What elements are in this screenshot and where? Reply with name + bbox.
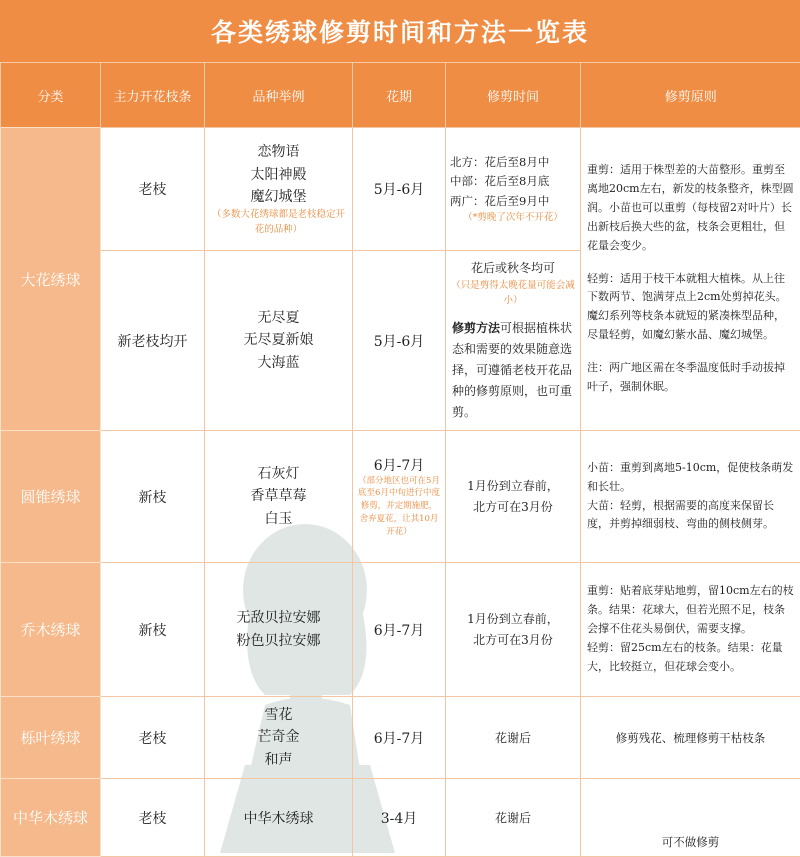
prune-time-line: 北方可在3月份 [450, 630, 576, 650]
bloom-cell: 6月-7月 [353, 697, 446, 779]
varieties-cell [205, 251, 353, 431]
prune-time-line: 花后或秋冬均可 [450, 258, 576, 279]
prune-time-note: （只是剪得太晚花量可能会减小） [450, 279, 576, 308]
bloom-note: （部分地区也可在5月底至6月中旬进行中度修剪，并定期施肥，舍弃夏花，让其10月开花） [357, 475, 441, 539]
prune-rule-cell [581, 128, 800, 431]
category-cell: 中华木绣球 [1, 779, 101, 857]
variety-name: 太阳神殿 [209, 164, 348, 186]
table-row [1, 779, 800, 857]
bloom-cell: 3-4月 [353, 779, 446, 857]
table-header-row [1, 63, 800, 128]
prune-time-cell: 花谢后 [446, 697, 581, 779]
table-row [1, 697, 800, 779]
prune-time-note: （*剪晚了次年不开花） [450, 211, 576, 225]
varieties-note: （多数大花绣球都是老枝稳定开花的品种） [209, 208, 348, 237]
category-cell: 乔木绣球 [1, 563, 101, 697]
variety-name: 雪花 [209, 704, 348, 726]
prune-time-line: 1月份到立春前， [450, 609, 576, 629]
rule-paragraph: 注：两广地区需在冬季温度低时手动拔掉叶子，强制休眠。 [587, 359, 794, 397]
branch-cell: 老枝 [101, 779, 205, 857]
header-branch: 主力开花枝条 [101, 63, 205, 128]
prune-time-line: 北方可在3月份 [450, 497, 576, 517]
rule-paragraph: 小苗：重剪到离地5-10cm，促使枝条萌发和长壮。 [587, 459, 794, 497]
prune-time-cell [446, 431, 581, 563]
branch-cell: 老枝 [101, 128, 205, 251]
branch-cell: 新枝 [101, 563, 205, 697]
method-text: 可根据植株状态和需要的效果随意选择，可遵循老枝开花品种的修剪原则，也可重剪。 [452, 321, 572, 419]
bloom-value: 6月-7月 [357, 455, 441, 475]
variety-name: 芒奇金 [209, 726, 348, 748]
header-prune-time: 修剪时间 [446, 63, 581, 128]
prune-time-line: 北方：花后至8月中 [450, 153, 576, 173]
rule-paragraph: 重剪：适用于株型差的大苗整形。重剪至离地20cm左右，新发的枝条整齐，株型圆润。小苗也可以重剪（每枝留2对叶片）长出新枝后换大些的盆，枝条会更粗壮，但花量会变少。 [587, 161, 794, 256]
variety-name: 无敌贝拉安娜 [209, 607, 348, 629]
varieties-cell [205, 697, 353, 779]
variety-name: 香草草莓 [209, 485, 348, 507]
varieties-cell [205, 563, 353, 697]
bloom-cell: 5月-6月 [353, 251, 446, 431]
varieties-cell [205, 431, 353, 563]
prune-time-cell [446, 563, 581, 697]
variety-name: 无尽夏新娘 [209, 329, 348, 351]
rule-paragraph: 轻剪：留25cm左右的枝条。结果：花量大，比较挺立，但花球会变小。 [587, 639, 794, 677]
variety-name: 恋物语 [209, 141, 348, 163]
variety-name: 无尽夏 [209, 307, 348, 329]
prune-time-line: 中部：花后至8月底 [450, 172, 576, 192]
prune-time-cell: 花谢后 [446, 779, 581, 857]
category-cell: 大花绣球 [1, 128, 101, 431]
varieties-cell [205, 128, 353, 251]
variety-name: 白玉 [209, 508, 348, 530]
prune-rule-cell [581, 431, 800, 563]
method-label: 修剪方法 [452, 321, 500, 335]
pruning-table [0, 62, 800, 857]
category-cell: 圆锥绣球 [1, 431, 101, 563]
variety-name: 石灰灯 [209, 463, 348, 485]
page-title: 各类绣球修剪时间和方法一览表 [0, 0, 800, 62]
header-category: 分类 [1, 63, 101, 128]
category-cell: 栎叶绣球 [1, 697, 101, 779]
variety-name: 粉色贝拉安娜 [209, 630, 348, 652]
branch-cell: 新枝 [101, 431, 205, 563]
table-row [1, 431, 800, 563]
rule-paragraph: 轻剪：适用于枝干本就粗大植株。从上往下数两节、饱满芽点上2cm处剪掉花头。魔幻系列等枝条本就短的紧凑株型品种，尽量轻剪，如魔幻紫水晶、魔幻城堡。 [587, 270, 794, 346]
variety-name: 和声 [209, 749, 348, 771]
table-row [1, 563, 800, 697]
prune-time-cell [446, 251, 581, 431]
prune-time-line: 两广：花后至9月中 [450, 192, 576, 212]
bloom-cell [353, 431, 446, 563]
branch-cell: 新老枝均开 [101, 251, 205, 431]
prune-time-line: 1月份到立春前， [450, 476, 576, 496]
prune-rule-cell: 修剪残花、梳理修剪干枯枝条 [581, 697, 800, 779]
header-prune-rule: 修剪原则 [581, 63, 800, 128]
branch-cell: 老枝 [101, 697, 205, 779]
prune-time-cell [446, 128, 581, 251]
table-row [1, 128, 800, 251]
bloom-cell: 6月-7月 [353, 563, 446, 697]
bloom-cell: 5月-6月 [353, 128, 446, 251]
header-bloom: 花期 [353, 63, 446, 128]
rule-paragraph: 重剪：贴着底芽贴地剪，留10cm左右的枝条。结果：花球大，但若光照不足，枝条会撑不住花头易倒伏，需要支撑。 [587, 582, 794, 639]
variety-name: 大海蓝 [209, 352, 348, 374]
prune-rule-cell: 可不做修剪 [581, 779, 800, 857]
header-varieties: 品种举例 [205, 63, 353, 128]
prune-rule-cell [581, 563, 800, 697]
varieties-cell: 中华木绣球 [205, 779, 353, 857]
variety-name: 魔幻城堡 [209, 186, 348, 208]
rule-paragraph: 大苗：轻剪，根据需要的高度来保留长度，并剪掉细弱枝、弯曲的侧枝侧芽。 [587, 497, 794, 535]
